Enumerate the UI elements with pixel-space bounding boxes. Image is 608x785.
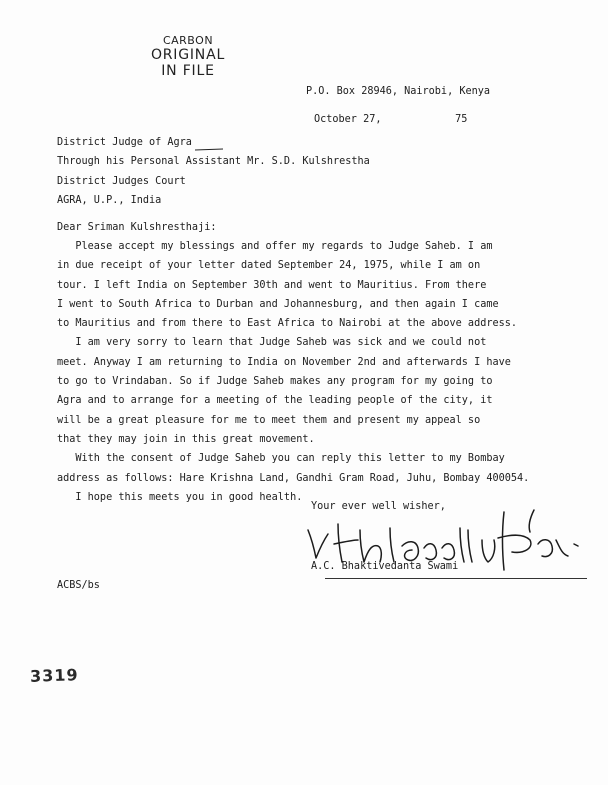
body-line: that they may join in this great movement.	[57, 433, 315, 445]
recipient-line-2: Through his Personal Assistant Mr. S.D. Kulshrestha	[57, 156, 370, 168]
body-line: in due receipt of your letter dated September 24, 1975, while I am on	[57, 260, 481, 272]
body-line: address as follows: Hare Krishna Land, Gandhi Gram Road, Juhu, Bombay 400054.	[57, 472, 530, 484]
letter-body	[57, 237, 529, 507]
recipient-line-3: District Judges Court	[57, 175, 186, 187]
stamp-line-carbon: CARBON	[162, 34, 214, 47]
closing-line: Your ever well wisher,	[311, 501, 446, 512]
body-line: I am very sorry to learn that Judge Saheb was sick and we could not	[57, 337, 487, 349]
body-line: meet. Anyway I am returning to India on November 2nd and afterwards I have	[57, 356, 511, 368]
signer-name: A.C. Bhaktivedanta Swami	[311, 561, 459, 572]
typist-initials: ACBS/bs	[57, 580, 100, 591]
carbon-original-stamp	[148, 34, 228, 79]
body-line: Please accept my blessings and offer my regards to Judge Saheb. I am	[57, 241, 493, 252]
stamp-line-in-file: IN FILE	[161, 63, 215, 79]
body-line: Agra and to arrange for a meeting of the leading people of the city, it	[57, 395, 493, 407]
signature-line	[325, 578, 587, 579]
body-line: to Mauritius and from there to East Africa to Nairobi at the above address.	[57, 318, 518, 330]
body-line: I went to South Africa to Durban and Johannesburg, and then again I came	[57, 298, 499, 310]
handwritten-reference-number: 3319	[29, 665, 79, 686]
recipient-line-4: AGRA, U.P., India	[57, 194, 162, 206]
body-line: to go to Vrindaban. So if Judge Saheb makes any program for my going to	[57, 376, 493, 388]
body-line: tour. I left India on September 30th and went to Mauritius. From there	[57, 279, 487, 291]
sender-address: P.O. Box 28946, Nairobi, Kenya	[306, 86, 491, 97]
body-line: will be a great pleasure for me to meet them and present my appeal so	[57, 414, 481, 426]
body-line: With the consent of Judge Saheb you can reply this letter to my Bombay	[57, 453, 505, 465]
stamp-line-original: ORIGINAL	[150, 47, 226, 63]
recipient-block	[57, 133, 370, 210]
body-line: I hope this meets you in good health.	[57, 491, 303, 503]
salutation: Dear Sriman Kulshresthaji:	[57, 222, 217, 233]
recipient-line-1: District Judge of Agra	[57, 137, 192, 148]
letter-date: October 27, 75	[314, 114, 468, 125]
